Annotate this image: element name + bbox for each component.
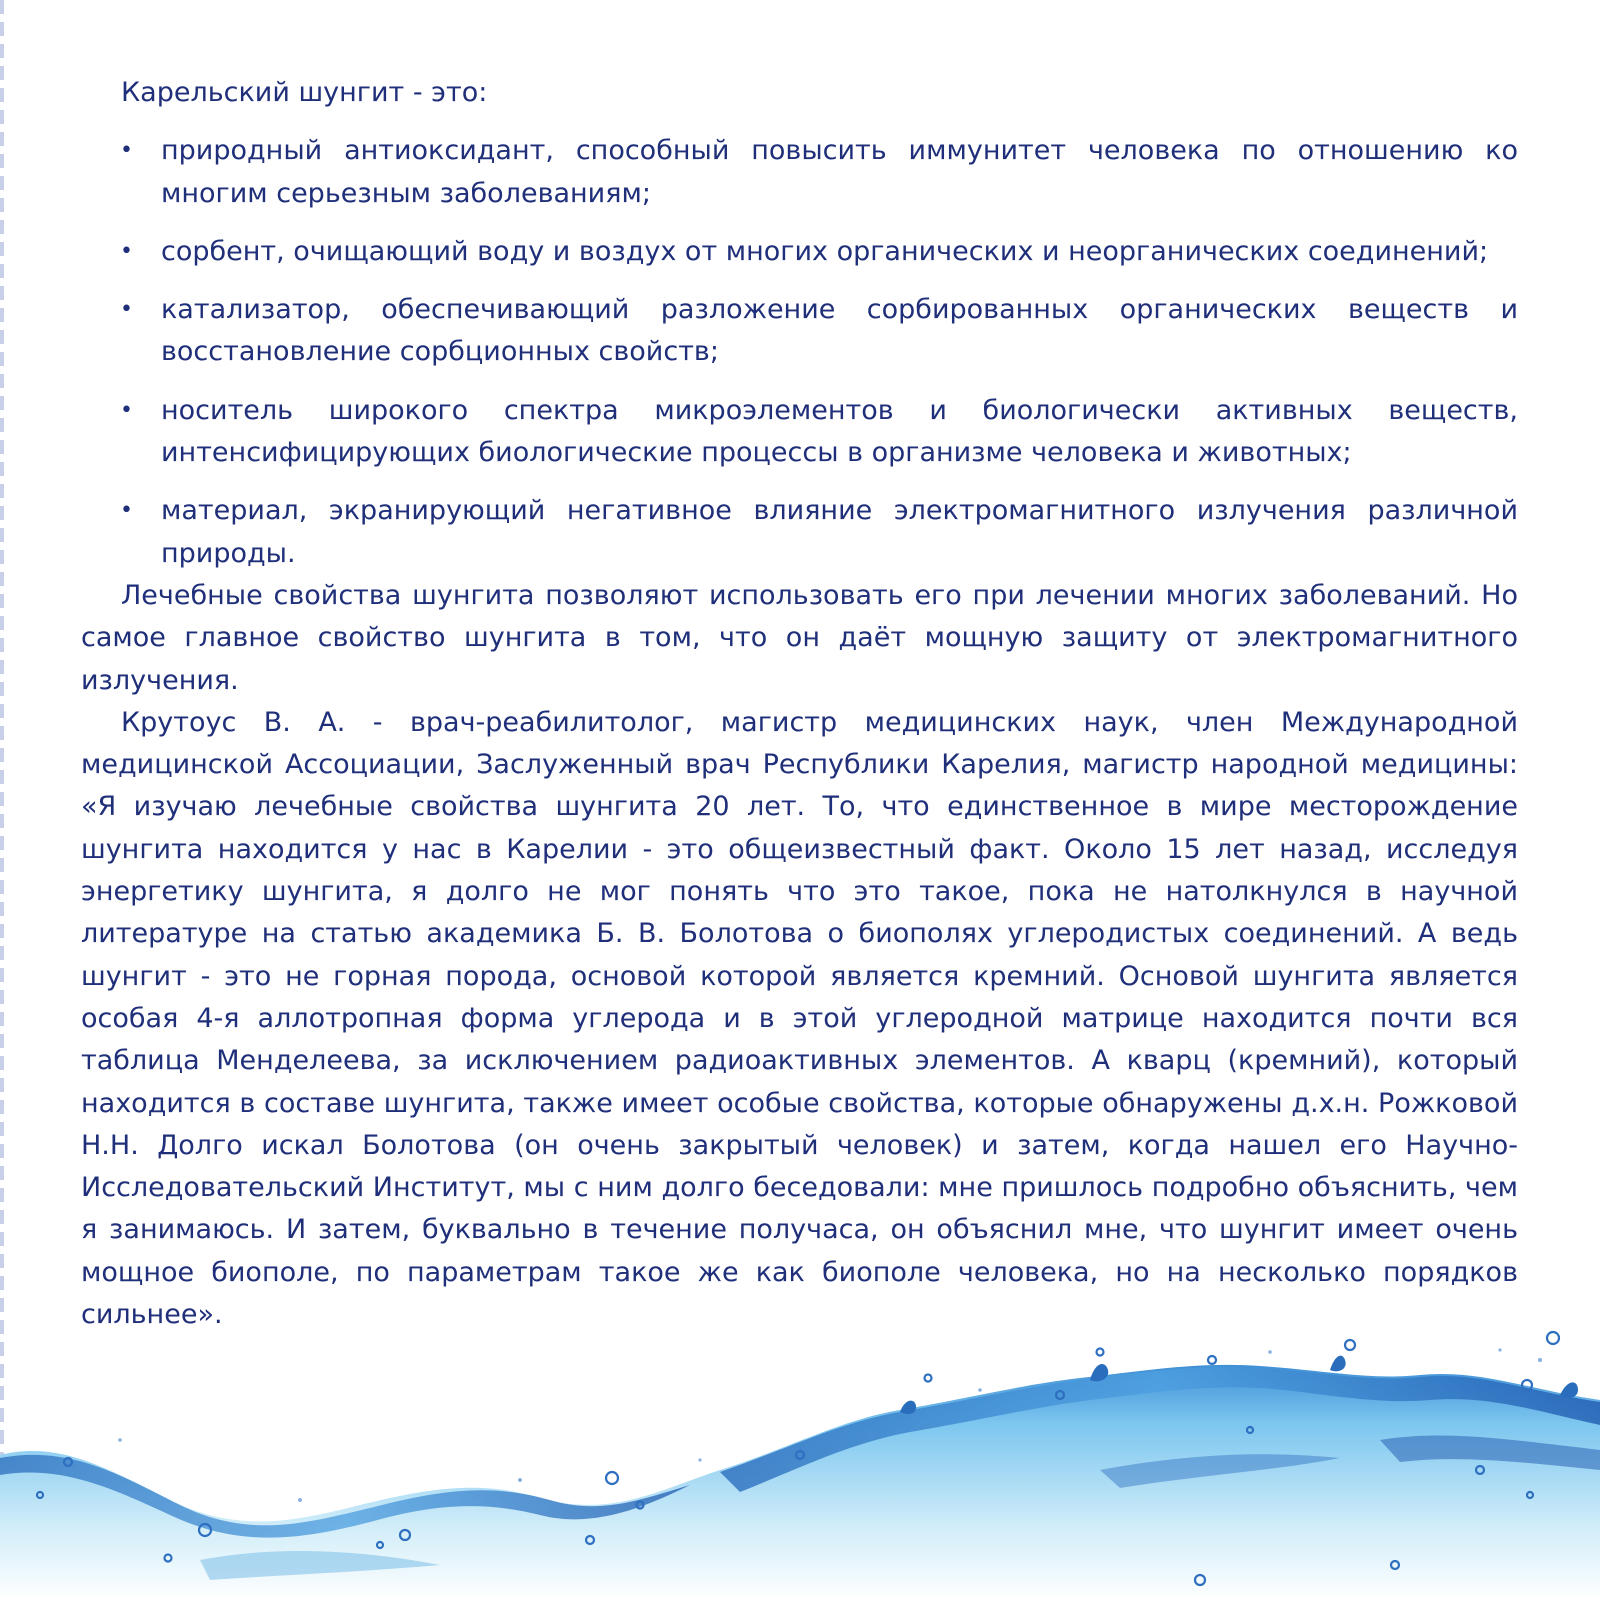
list-item-text: носитель широкого спектра микроэлементов и биологически активных веществ, интенсифицирующих биологические процессы в организме человека и животных;	[161, 394, 1518, 469]
properties-list	[81, 130, 1518, 575]
binding-edge	[0, 0, 4, 1600]
bullet: •	[120, 297, 133, 323]
paragraph-healing-properties: Лечебные свойства шунгита позволяют использовать его при лечении многих заболеваний. Но самое главное свойство шунгита в том, что он даёт мощную защиту от электромагнитного излучения.	[81, 579, 1518, 696]
list-item	[81, 289, 1518, 374]
intro-line: Карельский шунгит - это:	[121, 77, 488, 108]
bullet: •	[120, 238, 133, 264]
bullet: •	[120, 397, 133, 423]
list-item	[81, 490, 1518, 575]
list-item	[81, 130, 1518, 215]
paragraph-krutous-quote: Крутоус В. А. - врач-реабилитолог, магистр медицинских наук, член Международной медицинской Ассоциации, Заслуженный врач Республики Карелия, магистр народной медицины: «Я изучаю лечебные свойства шунгита 20 лет. То, что единственное в мире месторождение шунгита находится у нас в Карелии - это общеизвестный факт. Около 15 лет назад, исследуя энергетику шунгита, я долго не мог понять что это такое, пока не натолкнулся в научной литературе на статью академика Б. В. Болотова о биополях углеродистых соединений. А ведь шунгит - это не горная порода, основой которой является кремний. Основой шунгита является особая 4-я аллотропная форма углерода и в этой углеродной матрице находится почти вся таблица Менделеева, за исключением радиоактивных элементов. А кварц (кремний), который находится в составе шунгита, также имеет особые свойства, которые обнаружены д.х.н. Рожковой Н.Н. Долго искал Болотова (он очень закрытый человек) и затем, когда нашел его Научно-Исследовательский Институт, мы с ним долго беседовали: мне пришлось подробно объяснить, чем я занимаюсь. И затем, буквально в течение получаса, он объяснил мне, что шунгит имеет очень мощное биополе, по параметрам такое же как биополе человека, но на несколько порядков сильнее».	[81, 706, 1518, 1331]
list-item-text: природный антиоксидант, способный повысить иммунитет человека по отношению ко многим серьезным заболеваниям;	[161, 135, 1518, 209]
bullet: •	[120, 498, 133, 524]
list-item	[81, 231, 1518, 273]
list-item-text: материал, экранирующий негативное влияние электромагнитного излучения различной природы.	[161, 495, 1518, 569]
bullet: •	[120, 138, 133, 164]
document-body	[81, 72, 1518, 1336]
list-item-text: сорбент, очищающий воду и воздух от многих органических и неорганических соединений;	[161, 235, 1489, 267]
list-item	[81, 390, 1518, 475]
list-item-text: катализатор, обеспечивающий разложение сорбированных органических веществ и восстановление сорбционных свойств;	[161, 294, 1518, 368]
